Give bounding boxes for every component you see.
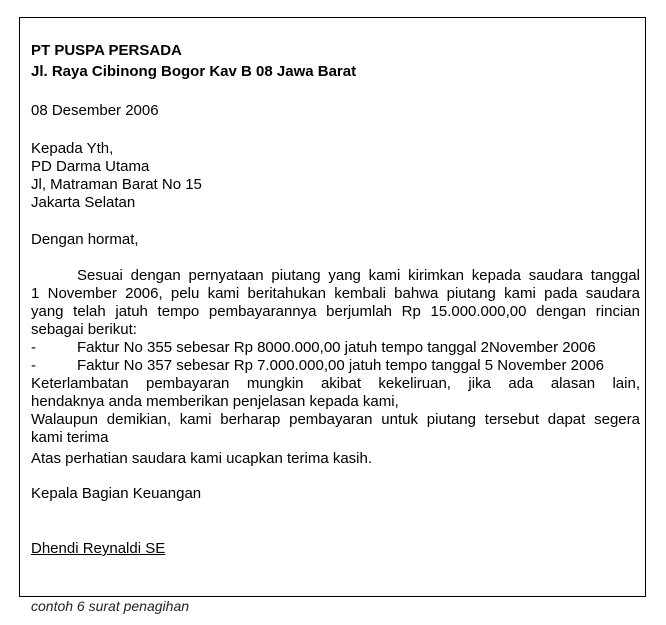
recipient-name: PD Darma Utama	[31, 158, 150, 175]
recipient-salutation: Kepada Yth,	[31, 140, 114, 157]
figure-caption: contoh 6 surat penagihan	[31, 598, 190, 614]
signatory-name: Dhendi Reynaldi SE	[31, 540, 166, 557]
body-paragraph-3-line-1: Walaupun demikian, kami berharap pembayaran untuk piutang tersebut dapat segera	[31, 411, 640, 428]
recipient-city: Jakarta Selatan	[31, 194, 136, 211]
body-paragraph-1-line-1: Sesuai dengan pernyataan piutang yang kami kirimkan kepada saudara tanggal	[77, 267, 640, 284]
body-paragraph-2-line-2: hendaknya anda memberikan penjelasan kepada kami,	[31, 393, 399, 410]
invoice-item: Faktur No 357 sebesar Rp 7.000.000,00 jatuh tempo tanggal 5 November 2006	[77, 357, 605, 374]
company-name: PT PUSPA PERSADA	[31, 42, 182, 59]
invoice-bullet: -	[31, 339, 36, 356]
body-paragraph-2-line-1: Keterlambatan pembayaran mungkin akibat kekeliruan, jika ada alasan lain,	[31, 375, 640, 392]
recipient-street: Jl, Matraman Barat No 15	[31, 176, 202, 193]
body-paragraph-1-line-2: 1 November 2006, pelu kami beritahukan kembali bahwa piutang kami pada saudara	[31, 285, 640, 302]
body-paragraph-4: Atas perhatian saudara kami ucapkan terima kasih.	[31, 450, 373, 467]
invoice-bullet: -	[31, 357, 36, 374]
body-paragraph-1-line-4: sebagai berikut:	[31, 321, 137, 338]
greeting: Dengan hormat,	[31, 231, 139, 248]
company-address: Jl. Raya Cibinong Bogor Kav B 08 Jawa Barat	[31, 63, 357, 80]
letter-date: 08 Desember 2006	[31, 102, 159, 119]
invoice-item: Faktur No 355 sebesar Rp 8000.000,00 jatuh tempo tanggal 2November 2006	[77, 339, 596, 356]
closing-title: Kepala Bagian Keuangan	[31, 485, 202, 502]
body-paragraph-1-line-3: yang telah jatuh tempo pembayarannya berjumlah Rp 15.000.000,00 dengan rincian	[31, 303, 640, 320]
body-paragraph-3-line-2: kami terima	[31, 429, 109, 446]
